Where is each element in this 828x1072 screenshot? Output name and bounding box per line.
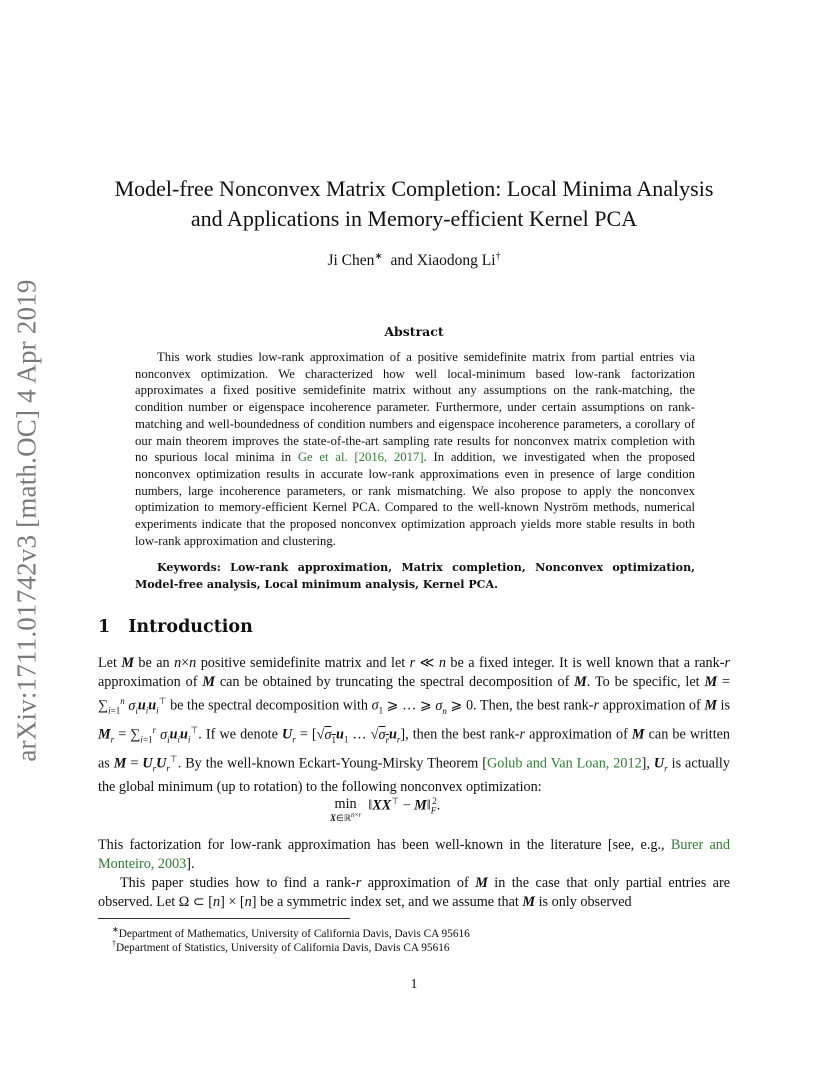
footnote-1-text: Department of Mathematics, University of California Davis, Davis CA 95616 <box>118 927 470 940</box>
footnote-1-mark: ∗ <box>112 925 119 934</box>
footnote-divider <box>98 918 350 919</box>
abstract-body <box>135 349 695 549</box>
author-2-footnote-mark: † <box>495 251 501 262</box>
intro-paragraph-2 <box>98 836 730 874</box>
keywords: Keywords: Low-rank approximation, Matrix completion, Nonconvex optimization, Model-free analysis, Local minimum analysis, Kernel PCA. <box>135 561 695 591</box>
paragraph-2-text: This factorization for low-rank approximation has been well-known in the literature [see, e.g., <box>98 837 671 853</box>
title-line-2: and Applications in Memory-efficient Kernel PCA <box>190 206 638 231</box>
section-number: 1 <box>98 617 111 637</box>
author-list <box>98 251 730 270</box>
arxiv-sidebar-stamp <box>4 270 50 770</box>
author-2: Xiaodong Li <box>416 252 496 270</box>
arxiv-identifier: arXiv:1711.01742v3 [math.OC] 4 Apr 2019 <box>11 278 42 762</box>
footnote-2 <box>112 937 450 955</box>
abstract-text-part-1: This work studies low-rank approximation of a positive semidefinite matrix from partial entries via nonconvex optimization. We characterized how well local-minimum based low-rank factorization approximates a fixed positive semidefinite matrix without any assumptions on the rank-matching, the condition number or eigenspace incoherence parameter. Furthermore, under certain assumptions on rank-matching and well-boundedness of condition numbers and eigenspace incoherence parameters, a corollary of our main theorem improves the state-of-the-art sampling rate results for nonconvex matrix completion with no spurious local minima in <box>135 350 695 465</box>
section-heading-introduction <box>98 617 253 637</box>
min-operator: min X∈ℝ$^{n\times r}$ <box>330 796 362 823</box>
section-title: Introduction <box>128 617 253 637</box>
citation-ge-et-al[interactable]: Ge et al. [2016, 2017] <box>297 450 424 465</box>
author-connector: and <box>390 252 413 270</box>
citation-burer-monteiro[interactable]: Burer and Monteiro, 2003 <box>98 837 730 873</box>
abstract-text-part-2: . In addition, we investigated when the proposed nonconvex optimization results in accurate low-rank approximations even in presence of large condition numbers, large incoherence parameters, or rank mismatching. We also propose to apply the nonconvex optimization to memory-efficient Kernel PCA. Compared to the well-known Nyström methods, numerical experiments indicate that the proposed nonconvex optimization approach yields more stable results in both low-rank approximation and clustering. <box>135 450 696 548</box>
page-number: 1 <box>410 977 418 992</box>
abstract-heading: Abstract <box>384 324 444 339</box>
author-1-footnote-mark: ∗ <box>374 251 383 262</box>
author-1: Ji Chen <box>327 252 375 270</box>
footnote-2-mark: † <box>112 939 116 948</box>
paragraph-2-end: ]. <box>186 856 195 873</box>
optimization-equation: min X∈ℝ$^{n\times r}$ ‖XX⊤ − $M‖_F^2$. <box>330 796 441 823</box>
paper-title <box>98 174 730 234</box>
footnote-2-text: Department of Statistics, University of California Davis, Davis CA 95616 <box>116 941 450 954</box>
title-line-1: Model-free Nonconvex Matrix Completion: Local Minima Analysis <box>114 176 714 201</box>
intro-paragraph-1: Let M be an n×n positive semidefinite matrix and let r ≪ n be a fixed integer. It is well known that a rank-r approximation of M can be obtained by truncating the spectral decomposition of M. To be specific, let $M = \sum_{i=1}^n$ $\sigma_iu_iu_i^⊤$ be the spectral decomposition with $\sigma_1$ ⩾ … ⩾ $\sigma_n$ ⩾ 0. Then, the best rank-r approximation of M is $M_r = \sum_{i=1}^r$ $\sigma_iu_iu_i^⊤$. If we denote $U_r = [√\sigma_1u_1$ … $√\sigma_ru_r$], then the best rank-r approximation of M can be written as $M = U_rU_r^⊤$. By the well-known Eckart-Young-Mirsky Theorem [Golub and Van Loan, 2012], $U_r$ is actually the global minimum (up to rotation) to the following nonconvex optimization: <box>98 655 731 796</box>
citation-golub[interactable]: Golub and Van Loan, 2012 <box>487 755 642 772</box>
intro-paragraph-3: This paper studies how to find a rank-r approximation of M in the case that only partial entries are observed. Let Ω ⊂ [n] × [n] be a symmetric index set, and we assume that M is only observed <box>98 875 731 911</box>
